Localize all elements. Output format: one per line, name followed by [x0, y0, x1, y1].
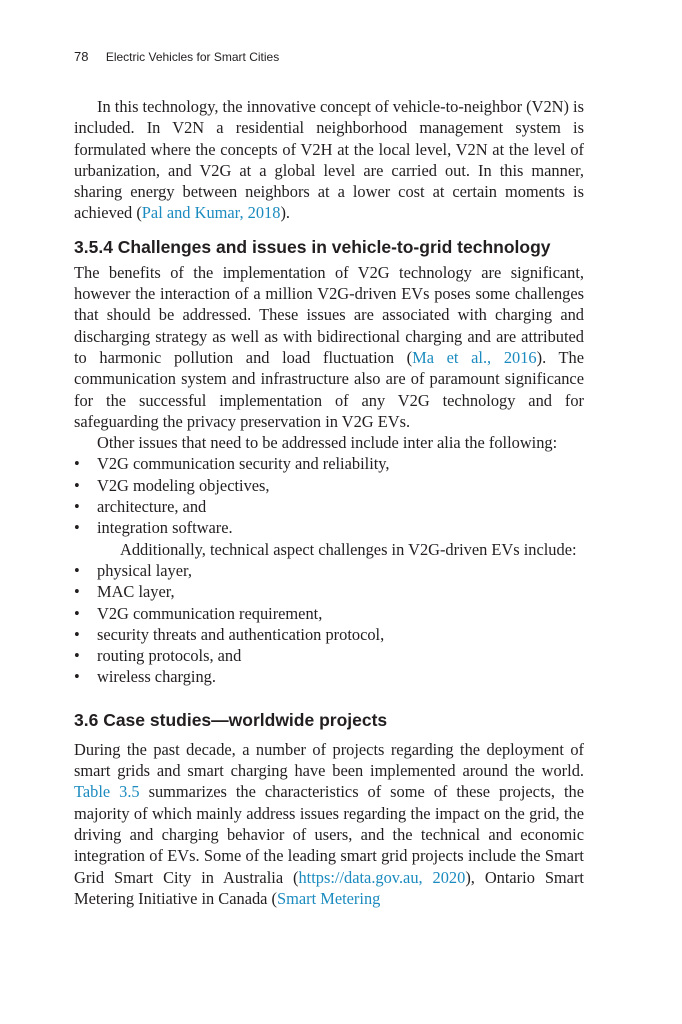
- bullet-icon: •: [74, 667, 80, 687]
- bullet-icon: •: [74, 603, 80, 623]
- citation-pal-kumar[interactable]: Pal and Kumar, 2018: [141, 203, 281, 223]
- citation-ma-et-al[interactable]: Ma et al., 2016: [412, 347, 537, 367]
- paragraph-text-end: ).: [280, 203, 290, 223]
- paragraph-case-studies: [74, 739, 584, 909]
- bullet-icon: •: [74, 475, 80, 495]
- paragraph-technical-challenges: Additionally, technical aspect challenges in V2G-driven EVs include:: [120, 539, 577, 559]
- bullet-icon: •: [74, 582, 80, 602]
- page-number: 78: [74, 49, 89, 64]
- bullet-icon: •: [74, 454, 80, 474]
- bullet-icon: •: [74, 497, 80, 517]
- list-item: [74, 581, 584, 602]
- list-item: [74, 475, 584, 496]
- paragraph-v2n: [74, 96, 584, 224]
- paragraph-text: summarizes the characteristics of some of these projects, the majority of which mainly address issues regarding the impact on the grid, the driving and charging behavior of users, and the technical and economic integration of EVs. Some of the leading smart grid projects include the Smart Grid Smart City in Australia (: [74, 782, 584, 887]
- issues-list: [74, 453, 584, 538]
- list-item: [74, 666, 584, 687]
- list-item-text: V2G communication requirement,: [97, 603, 323, 623]
- list-item-text: V2G communication security and reliability,: [97, 454, 390, 474]
- list-item: [74, 603, 584, 624]
- bullet-icon: •: [74, 646, 80, 666]
- list-item: [74, 496, 584, 517]
- list-item-text: integration software.: [97, 518, 233, 538]
- table-3-5-link[interactable]: Table 3.5: [74, 782, 140, 802]
- section-heading-3-5-4: 3.5.4 Challenges and issues in vehicle-to-grid technology: [74, 236, 551, 257]
- list-item-text: physical layer,: [97, 560, 192, 580]
- paragraph-text: ), Ontario Smart Metering Initiative in Canada (: [74, 867, 584, 908]
- list-item-text: wireless charging.: [97, 667, 216, 687]
- paragraph-text: The benefits of the implementation of V2G technology are significant, however the interaction of a million V2G-driven EVs poses some challenges that should be addressed. These issues are associated with charging and discharging strategy as well as with bidirectional charging and are attributed to harmonic pollution and load fluctuation (: [74, 262, 584, 367]
- list-item: [74, 645, 584, 666]
- page-body: [74, 96, 584, 909]
- list-item: [74, 560, 584, 581]
- paragraph-text: During the past decade, a number of projects regarding the deployment of smart grids and smart charging have been implemented around the world.: [74, 739, 584, 781]
- list-item-text: V2G modeling objectives,: [97, 475, 270, 495]
- list-item: [74, 517, 584, 538]
- technical-challenges-list: [74, 560, 584, 688]
- bullet-icon: •: [74, 624, 80, 644]
- list-item-text: architecture, and: [97, 497, 207, 517]
- book-title: Electric Vehicles for Smart Cities: [105, 50, 280, 64]
- section-heading-3-6: 3.6 Case studies—worldwide projects: [74, 709, 388, 730]
- paragraph-text: In this technology, the innovative concept of vehicle-to-neighbor (V2N) is included. In V2N a residential neighborhood management system is formulated where the concepts of V2H at the local level, V2N at the level of urbanization, and V2G at a global level are carried out. In this manner, sharing energy between neighbors at a lower cost at certain moments is achieved (: [74, 97, 584, 223]
- running-header: [74, 49, 279, 64]
- list-item-text: routing protocols, and: [97, 646, 242, 666]
- bullet-icon: •: [74, 560, 80, 580]
- bullet-icon: •: [74, 518, 80, 538]
- paragraph-challenges: [74, 262, 584, 432]
- list-item-text: MAC layer,: [97, 582, 175, 602]
- list-item: [74, 453, 584, 474]
- list-item: [74, 624, 584, 645]
- smart-metering-citation[interactable]: Smart Metering: [277, 888, 381, 908]
- paragraph-text-end: ). The communication system and infrastructure also are of paramount significance for the successful implementation of any V2G technology and for safeguarding the privacy preservation in V2G EVs.: [74, 347, 585, 431]
- paragraph-other-issues: Other issues that need to be addressed include inter alia the following:: [97, 433, 558, 453]
- data-gov-au-link[interactable]: https://data.gov.au, 2020: [298, 867, 466, 887]
- list-item-text: security threats and authentication protocol,: [97, 624, 385, 644]
